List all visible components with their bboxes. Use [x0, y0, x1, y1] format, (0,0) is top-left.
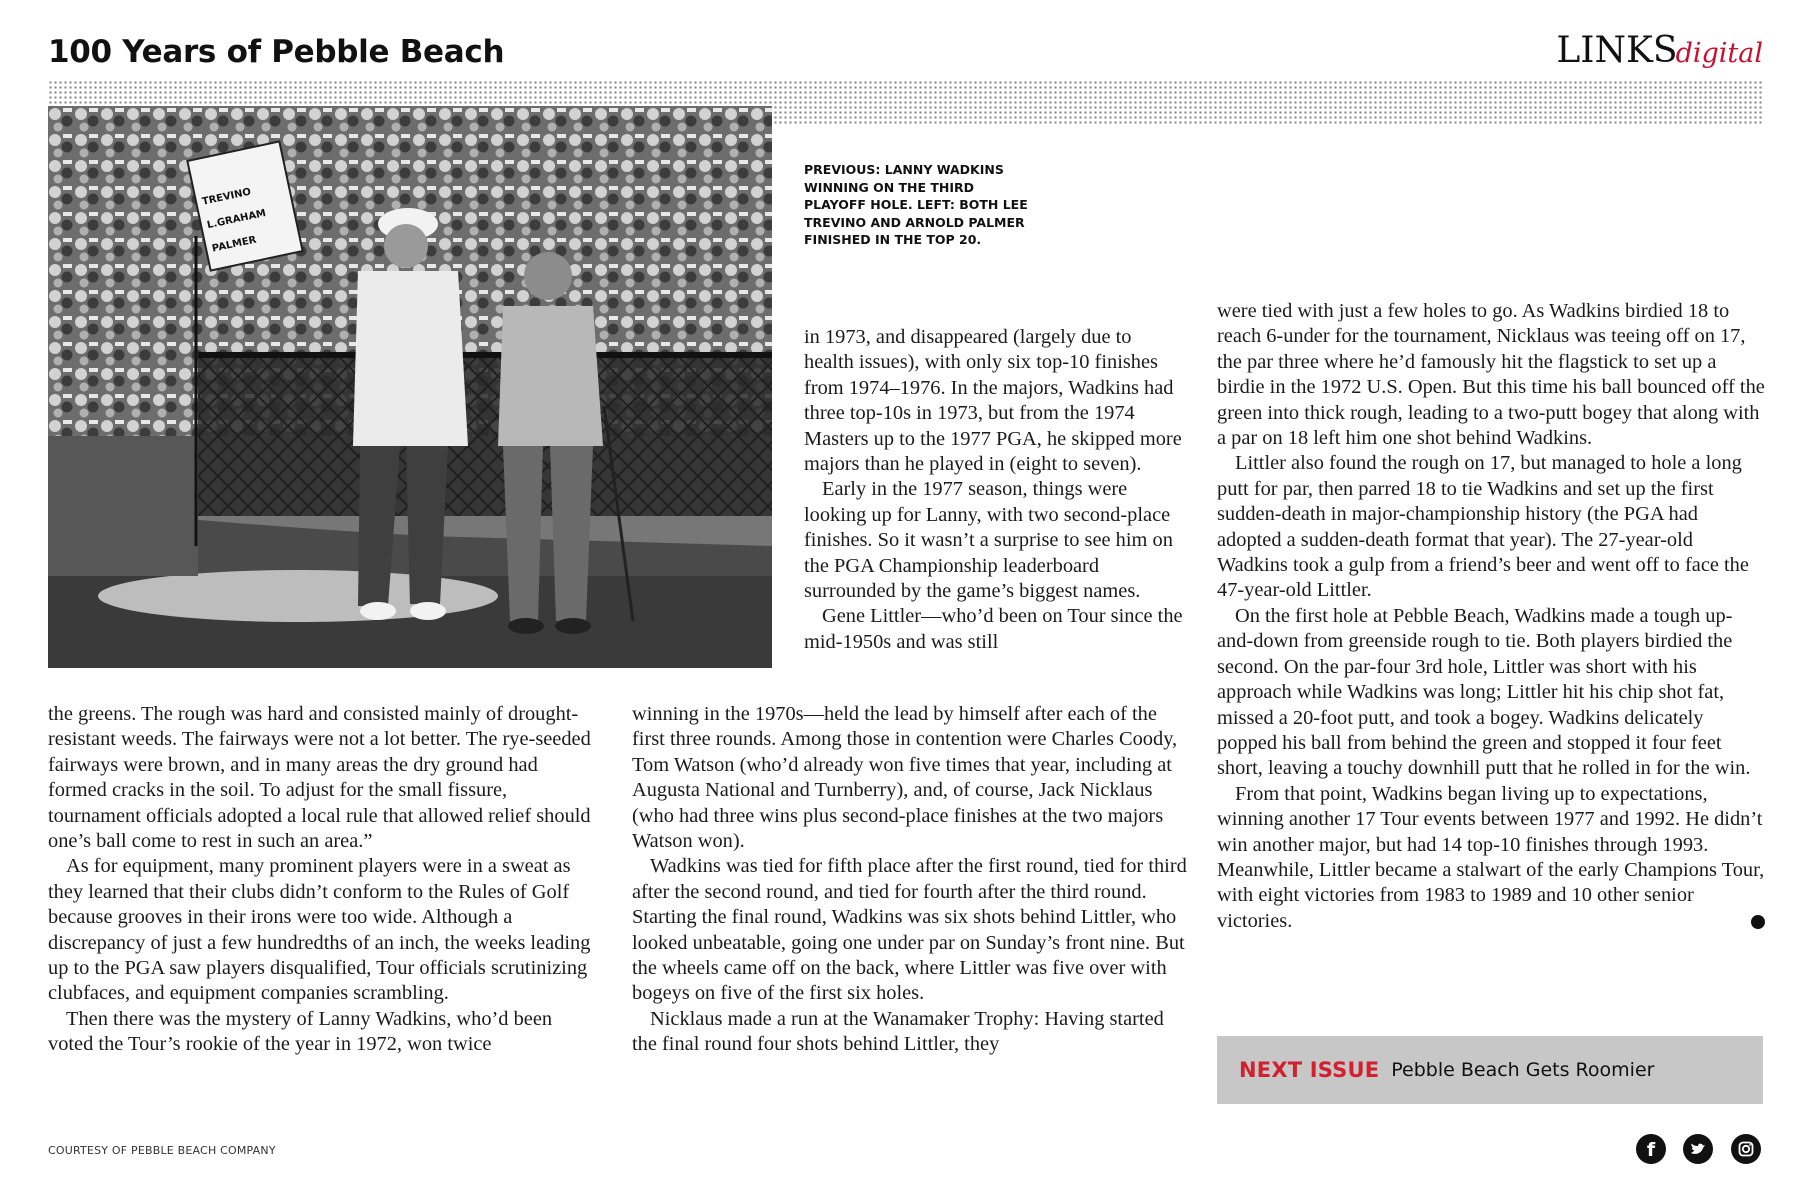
twitter-icon[interactable]	[1683, 1134, 1713, 1164]
page-title: 100 Years of Pebble Beach	[48, 34, 505, 70]
logo-main-text: LINKS	[1556, 30, 1678, 71]
paragraph: the greens. The rough was hard and consisted mainly of drought-resistant weeds. The fairways were not a lot better. The rye-seeded fairways were brown, and in many areas the dry ground had formed cracks in the soil. To adjust for the small fissure, tournament officials adopted a local rule that allowed relief should one’s ball come to rest in such an area.”	[48, 703, 591, 853]
article-column-right	[1217, 299, 1775, 934]
article-column-middle-bottom	[632, 702, 1187, 1058]
paragraph: were tied with just a few holes to go. As Wadkins birdied 18 to reach 6-under for the tournament, Nicklaus was teeing off on 17, the par three where he’d famously hit the flagstick to set up a birdie in the 1972 U.S. Open. But this time his ball bounced off the green into thick rough, leading to a two-putt bogey that along with a par on 18 left him one shot behind Wadkins.	[1217, 300, 1765, 450]
instagram-icon[interactable]	[1731, 1134, 1761, 1164]
next-issue-banner[interactable]	[1217, 1036, 1763, 1104]
paragraph: Nicklaus made a run at the Wanamaker Trophy: Having started the final round four shots behind Littler, they	[632, 1007, 1164, 1056]
scoreboard-name: L.GRAHAM	[206, 207, 268, 232]
paragraph: Wadkins was tied for fifth place after the first round, tied for third after the second round, and tied for fourth after the third round. Starting the final round, Wadkins was six shots behind Littler, who looked unbeatable, going one under par on Sunday’s front nine. But the wheels came off on the back, where Littler was five over with bogeys on five of the first six holes.	[632, 855, 1187, 1005]
photo-credit: COURTESY OF PEBBLE BEACH COMPANY	[48, 1144, 276, 1157]
svg-text:f: f	[1646, 1139, 1656, 1161]
paragraph: Early in the 1977 season, things were looking up for Lanny, with two second-place finishes. So it wasn’t a surprise to see him on the PGA Championship leaderboard surrounded by the game’s biggest names.	[804, 478, 1173, 603]
paragraph: winning in the 1970s—held the lead by himself after each of the first three rounds. Among those in contention were Charles Coody, Tom Watson (who’d already won five times that year, including at Augusta National and Turnberry), and, of course, Jack Nicklaus (who had three wins plus second-place finishes at the two majors Watson won).	[632, 703, 1178, 853]
paragraph: On the first hole at Pebble Beach, Wadkins made a tough up-and-down from greenside rough to tie. Both players birdied the second. On the par-four 3rd hole, Littler was short with his approach while Wadkins was long; Littler hit his chip shot fat, missed a 20-foot putt, and took a bogey. Wadkins delicately popped his ball from behind the green and stopped it four feet short, leaving a touchy downhill putt that he rolled in for the win.	[1217, 604, 1751, 780]
golfers-photo	[48, 106, 772, 668]
scoreboard-name: TREVINO	[201, 186, 253, 208]
next-issue-label: NEXT ISSUE	[1239, 1058, 1380, 1082]
facebook-icon[interactable]	[1636, 1134, 1666, 1164]
paragraph: in 1973, and disappeared (largely due to health issues), with only six top-10 finishes from 1974–1976. In the majors, Wadkins had three top-10s in 1973, but from the 1974 Masters up to the 1977 PGA, he skipped more majors than he played in (eight to seven).	[804, 326, 1182, 476]
paragraph: Then there was the mystery of Lanny Wadkins, who’d been voted the Tour’s rookie of the year in 1972, won twice	[48, 1007, 553, 1056]
paragraph: Littler also found the rough on 17, but managed to hole a long putt for par, then parred 18 to tie Wadkins and set up the first sudden-death in major-championship history (the PGA had adopted a sudden-death format that year). The 27-year-old Wadkins took a gulp from a friend’s beer and went off to face the 47-year-old Littler.	[1217, 452, 1749, 602]
article-column-middle-top	[804, 325, 1184, 655]
paragraph: Gene Littler—who’d been on Tour since the mid-1950s and was still	[804, 605, 1183, 653]
links-digital-logo[interactable]	[1556, 30, 1763, 71]
logo-sub-text: digital	[1675, 38, 1763, 69]
next-issue-title: Pebble Beach Gets Roomier	[1391, 1059, 1655, 1081]
paragraph-text: From that point, Wadkins began living up to expectations, winning another 17 Tour events between 1977 and 1992. He didn’t win another major, but had 14 top-10 finishes through 1993. Meanwhile, Littler became a stalwart of the early Champions Tour, with eight victories from 1983 to 1989 and 10 other senior victories.	[1217, 782, 1765, 932]
paragraph	[1217, 782, 1775, 934]
scoreboard-name: PALMER	[211, 234, 258, 255]
paragraph: As for equipment, many prominent players were in a sweat as they learned that their clubs didn’t conform to the Rules of Golf because grooves in their irons were too wide. Although a discrepancy of just a few hundredths of an inch, the weeks leading up to the PGA saw players disqualified, Tour officials scrutinizing clubfaces, and equipment companies scrambling.	[48, 855, 591, 1005]
article-column-left	[48, 702, 598, 1058]
end-of-article-icon: L	[1751, 915, 1765, 929]
photo-caption: PREVIOUS: LANNY WADKINS WINNING ON THE THIRD PLAYOFF HOLE. LEFT: BOTH LEE TREVINO AND ARNOLD PALMER FINISHED IN THE TOP 20.	[804, 162, 1028, 247]
